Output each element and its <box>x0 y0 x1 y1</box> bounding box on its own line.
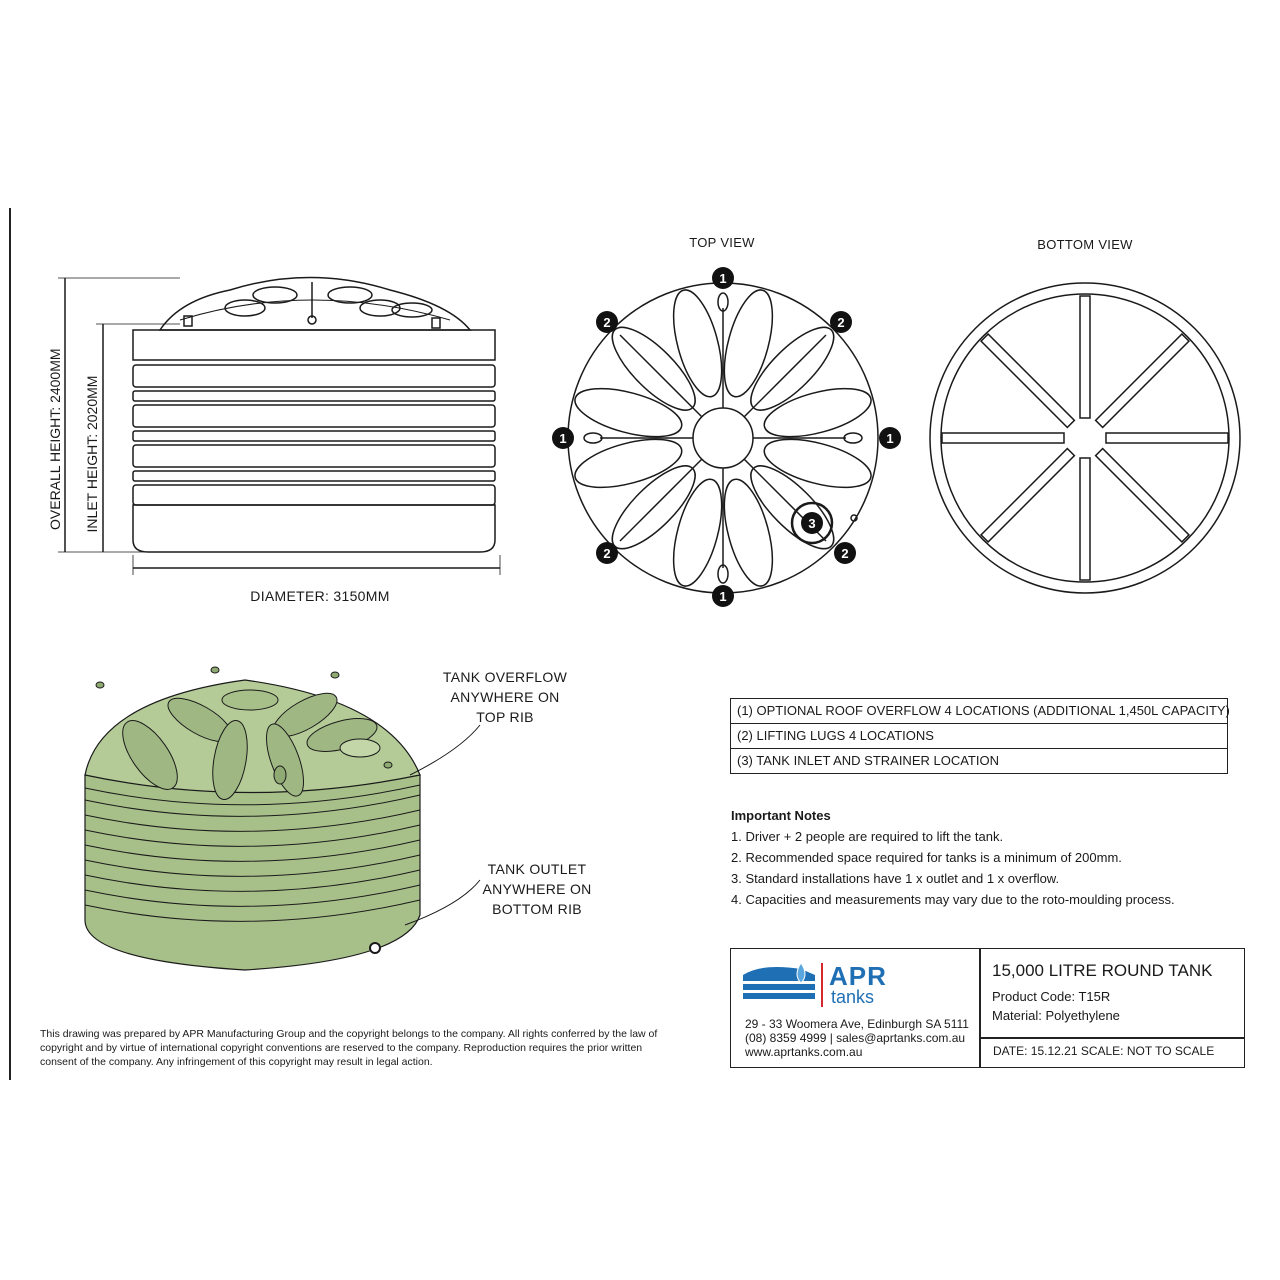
diameter-label: DIAMETER: 3150MM <box>250 588 390 604</box>
company-contact: (08) 8359 4999 | sales@aprtanks.com.au <box>745 1031 966 1045</box>
marker-1-top: 1 <box>719 271 727 286</box>
tank-3d-render <box>70 660 440 990</box>
product-code: Product Code: T15R <box>992 989 1111 1004</box>
marker-1-right: 1 <box>886 431 894 446</box>
overflow-callout-line3: TOP RIB <box>476 709 534 725</box>
outlet-callout <box>462 859 612 919</box>
legend-row-lifting-lugs: (2) LIFTING LUGS 4 LOCATIONS <box>731 724 1227 749</box>
note-item: 1. Driver + 2 people are required to lift the tank. <box>731 829 1004 844</box>
bottom-view-drawing <box>920 278 1250 608</box>
marker-1-bottom: 1 <box>719 589 727 604</box>
overall-height-label: OVERALL HEIGHT: 2400MM <box>47 348 63 530</box>
date-scale: DATE: 15.12.21 SCALE: NOT TO SCALE <box>993 1044 1215 1058</box>
company-address: 29 - 33 Woomera Ave, Edinburgh SA 5111 <box>745 1017 969 1031</box>
marker-2-bl: 2 <box>603 546 611 561</box>
title-block-divider <box>979 949 981 1067</box>
side-elevation-drawing <box>40 260 520 580</box>
overflow-callout-line2: ANYWHERE ON <box>450 689 560 705</box>
marker-2-tr: 2 <box>837 315 845 330</box>
top-view-title: TOP VIEW <box>689 235 755 250</box>
logo-divider <box>821 963 823 1007</box>
legend-row-inlet: (3) TANK INLET AND STRAINER LOCATION <box>737 753 999 768</box>
logo-text: APR <box>829 961 887 991</box>
note-item: 3. Standard installations have 1 x outlet and 1 x overflow. <box>731 871 1060 886</box>
company-web: www.aprtanks.com.au <box>745 1045 863 1059</box>
note-item: 2. Recommended space required for tanks is a minimum of 200mm. <box>731 850 1122 865</box>
marker-2-br: 2 <box>841 546 849 561</box>
logo-subtext: tanks <box>831 987 875 1007</box>
note-item: 4. Capacities and measurements may vary due to the roto-moulding process. <box>731 892 1175 907</box>
overflow-callout <box>430 667 580 727</box>
outlet-callout-line1: TANK OUTLET <box>487 861 587 877</box>
drawing-title: 15,000 LITRE ROUND TANK <box>992 961 1213 980</box>
apr-logo-icon <box>741 961 821 1007</box>
frame-left-rule <box>9 208 11 1080</box>
outlet-callout-line2: ANYWHERE ON <box>482 881 592 897</box>
inlet-height-label: INLET HEIGHT: 2020MM <box>84 375 100 533</box>
marker-1-left: 1 <box>559 431 567 446</box>
top-view-drawing <box>540 260 910 620</box>
outlet-callout-line3: BOTTOM RIB <box>492 901 582 917</box>
title-block-hdivider <box>980 1037 1244 1039</box>
material: Material: Polyethylene <box>992 1008 1120 1023</box>
title-block <box>730 948 1245 1068</box>
overflow-callout-line1: TANK OVERFLOW <box>442 669 568 685</box>
notes-title: Important Notes <box>731 808 831 823</box>
important-notes <box>731 808 1251 913</box>
bottom-view-title: BOTTOM VIEW <box>1037 237 1133 252</box>
marker-2-tl: 2 <box>603 315 611 330</box>
copyright-notice: This drawing was prepared by APR Manufacturing Group and the copyright belongs to the company. All rights conferred by the law of copyright and by virtue of international copyright conventions are reserved to the company. Reproduction requires the prior written consent of the company. Any infringement of this copyright may result in legal action. <box>40 1028 658 1068</box>
legend-table <box>730 698 1228 774</box>
marker-3-inlet: 3 <box>808 516 816 531</box>
legend-row-roof-overflow: (1) OPTIONAL ROOF OVERFLOW 4 LOCATIONS (ADDITIONAL 1,450L CAPACITY) <box>731 699 1227 724</box>
